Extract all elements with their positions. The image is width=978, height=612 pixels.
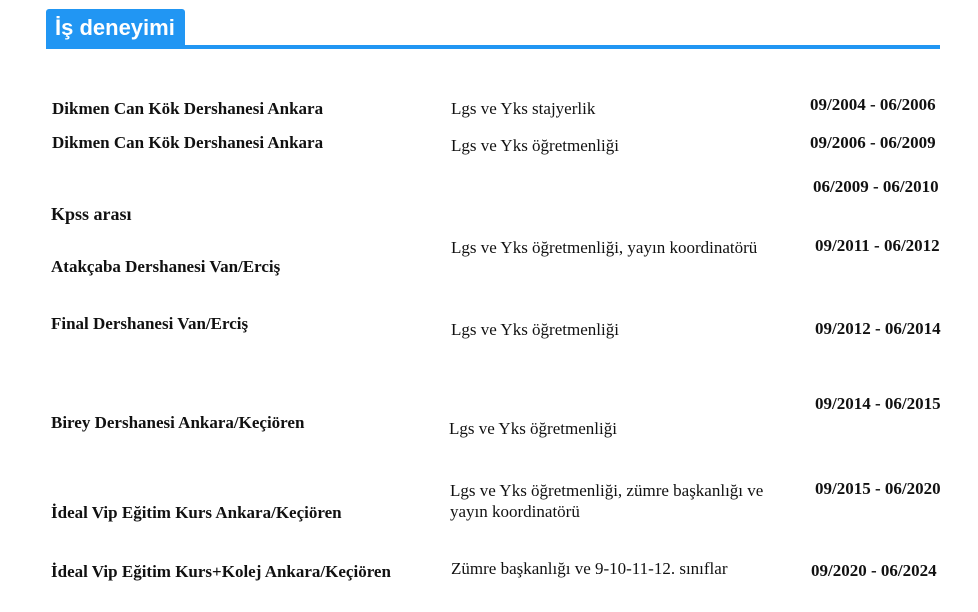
employment-dates: 09/2006 - 06/2009 bbox=[810, 133, 936, 152]
job-role: Lgs ve Yks stajyerlik bbox=[451, 99, 596, 118]
employer-name: Final Dershanesi Van/Erciş bbox=[51, 314, 249, 333]
job-role-line-1: Lgs ve Yks öğretmenliği, zümre başkanlığı ve bbox=[450, 481, 764, 500]
employment-dates: 06/2009 - 06/2010 bbox=[813, 177, 939, 196]
employer-name: Birey Dershanesi Ankara/Keçiören bbox=[51, 413, 305, 432]
employment-dates: 09/2011 - 06/2012 bbox=[815, 236, 940, 255]
employer-name: İdeal Vip Eğitim Kurs+Kolej Ankara/Keçiören bbox=[51, 562, 391, 581]
section-header bbox=[46, 9, 940, 51]
section-divider bbox=[46, 45, 940, 49]
employment-dates: 09/2020 - 06/2024 bbox=[811, 561, 937, 580]
employment-dates: 09/2004 - 06/2006 bbox=[810, 95, 936, 114]
job-role: Lgs ve Yks öğretmenliği bbox=[451, 320, 619, 339]
job-role: Lgs ve Yks öğretmenliği bbox=[451, 136, 619, 155]
section-title: İş deneyimi bbox=[46, 9, 185, 47]
employment-dates: 09/2012 - 06/2014 bbox=[815, 319, 941, 338]
employer-name: Kpss arası bbox=[51, 204, 132, 224]
employer-name: Dikmen Can Kök Dershanesi Ankara bbox=[52, 99, 324, 118]
employer-name: İdeal Vip Eğitim Kurs Ankara/Keçiören bbox=[51, 503, 342, 522]
job-role: Lgs ve Yks öğretmenliği bbox=[449, 419, 617, 438]
job-role: Lgs ve Yks öğretmenliği, yayın koordinatörü bbox=[451, 238, 758, 257]
employment-dates: 09/2015 - 06/2020 bbox=[815, 479, 941, 498]
job-role: Zümre başkanlığı ve 9-10-11-12. sınıflar bbox=[451, 559, 728, 578]
employer-name: Dikmen Can Kök Dershanesi Ankara bbox=[52, 133, 324, 152]
employer-name: Atakçaba Dershanesi Van/Erciş bbox=[51, 257, 281, 276]
job-role-line-2: yayın koordinatörü bbox=[450, 502, 580, 521]
employment-dates: 09/2014 - 06/2015 bbox=[815, 394, 941, 413]
